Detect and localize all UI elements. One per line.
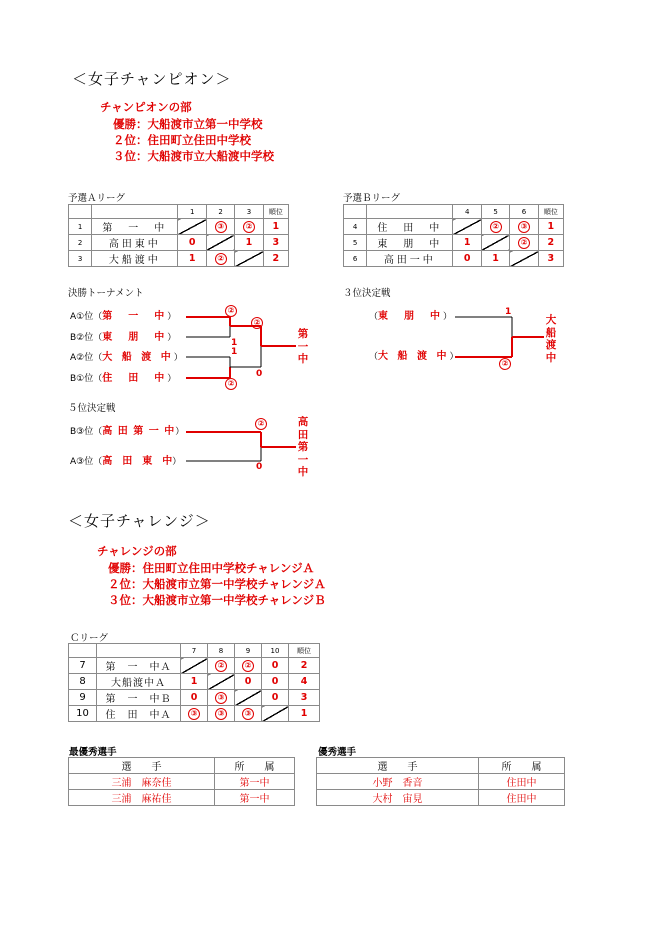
bracket-score: ② xyxy=(499,358,511,370)
result-cell: 0 xyxy=(235,674,262,690)
rank: 2 xyxy=(263,251,288,267)
team-name: 第 一 中 xyxy=(102,311,168,322)
table-header-row xyxy=(69,758,295,774)
score-circle: ② xyxy=(490,221,502,233)
result-cell xyxy=(235,690,262,706)
player-name: 小野 香音 xyxy=(317,774,479,790)
team-name: 高田一中 xyxy=(367,251,453,267)
paren: ） xyxy=(449,352,459,362)
paren: ） xyxy=(167,312,177,322)
col-head: 選 手 xyxy=(317,758,479,774)
col-head: 所 属 xyxy=(215,758,295,774)
team-name: 大船渡中Ａ xyxy=(97,674,181,690)
team-no: 5 xyxy=(344,235,367,251)
team-no: 3 xyxy=(69,251,92,267)
bracket-score: 1 xyxy=(231,338,238,348)
paren: ） xyxy=(173,353,183,363)
fifth-place-winner: 高 田 第 一 中 xyxy=(297,416,309,478)
excellent-title: 優秀選手 xyxy=(318,747,357,758)
score-circle: ③ xyxy=(188,708,200,720)
result-cell: 0 xyxy=(181,690,208,706)
rank: 1 xyxy=(538,219,563,235)
col-head: 8 xyxy=(208,644,235,658)
rank: 4 xyxy=(289,674,320,690)
bracket-score: ② xyxy=(255,418,267,430)
team-no: 4 xyxy=(344,219,367,235)
champion-winner: 第 一 中 xyxy=(297,328,309,365)
mvp-table xyxy=(68,757,295,806)
result-cell: 0 xyxy=(262,690,289,706)
table-row xyxy=(69,658,320,674)
result-cell xyxy=(262,706,289,722)
bracket-score: ② xyxy=(225,305,237,317)
team-name: 東 朋 中 xyxy=(102,332,168,343)
col-head: 2 xyxy=(206,205,234,219)
col-head: 10 xyxy=(262,644,289,658)
excellent-table xyxy=(316,757,565,806)
challenge-third: ３位：大船渡市立第一中学校チャレンジＢ xyxy=(108,593,326,607)
bracket-score: 1 xyxy=(231,347,238,357)
result-cell: 0 xyxy=(262,658,289,674)
col-head: 4 xyxy=(453,205,481,219)
team-no: 1 xyxy=(69,219,92,235)
paren: ） xyxy=(175,427,185,437)
team-name: 住 田 中 xyxy=(367,219,453,235)
score-circle: ② xyxy=(215,660,227,672)
league-c-table xyxy=(68,643,320,722)
team-name: 東 朋 中 xyxy=(367,235,453,251)
score-circle: ③ xyxy=(215,221,227,233)
seed-label: A③位 xyxy=(70,457,94,467)
col-head: 順位 xyxy=(263,205,288,219)
bracket-score: 0 xyxy=(256,369,263,379)
result-cell xyxy=(208,674,235,690)
paren: ） xyxy=(172,457,182,467)
league-c-header xyxy=(69,644,320,658)
col-head: 所 属 xyxy=(479,758,565,774)
team-name: 大船渡中 xyxy=(92,251,178,267)
challenge-first: 優勝：住田町立住田中学校チャレンジＡ xyxy=(108,561,315,575)
seed-label: A②位 xyxy=(70,353,94,363)
seed-label: B②位 xyxy=(70,333,94,343)
col-head: 順位 xyxy=(289,644,320,658)
table-row xyxy=(69,706,320,722)
rank: 2 xyxy=(538,235,563,251)
result-cell: 1 xyxy=(235,235,263,251)
result-cell: 0 xyxy=(453,251,481,267)
champion-second: ２位：住田町立住田中学校 xyxy=(113,133,251,147)
result-cell xyxy=(181,658,208,674)
player-school: 第一中 xyxy=(215,774,295,790)
paren: （ xyxy=(93,427,103,437)
player-name: 三浦 麻奈佳 xyxy=(69,774,215,790)
table-row xyxy=(69,674,320,690)
player-school: 住田中 xyxy=(479,774,565,790)
paren: ） xyxy=(167,333,177,343)
paren: （ xyxy=(93,333,103,343)
rank: 3 xyxy=(289,690,320,706)
table-header-row xyxy=(317,758,565,774)
rank: 1 xyxy=(263,219,288,235)
player-school: 第一中 xyxy=(215,790,295,806)
player-school: 住田中 xyxy=(479,790,565,806)
table-row xyxy=(69,774,295,790)
table-row xyxy=(317,790,565,806)
col-head: 5 xyxy=(481,205,509,219)
rank: 1 xyxy=(289,706,320,722)
rank: 3 xyxy=(263,235,288,251)
team-no: 10 xyxy=(69,706,97,722)
score-circle: ② xyxy=(243,221,255,233)
col-head: 順位 xyxy=(538,205,563,219)
rank: 3 xyxy=(538,251,563,267)
bracket-score: 0 xyxy=(256,462,263,472)
paren: （ xyxy=(93,374,103,384)
team-name: 高 田 東 中 xyxy=(102,456,173,467)
table-row xyxy=(69,790,295,806)
col-head: 6 xyxy=(510,205,538,219)
team-name: 高 田 第 一 中 xyxy=(102,426,176,437)
score-circle: ③ xyxy=(215,708,227,720)
league-a-title: 予選Ａリーグ xyxy=(68,193,126,204)
paren: ） xyxy=(167,374,177,384)
score-circle: ③ xyxy=(518,221,530,233)
team-no: 8 xyxy=(69,674,97,690)
seed-label: A①位 xyxy=(70,312,94,322)
result-cell: 0 xyxy=(262,674,289,690)
result-cell: 1 xyxy=(178,251,206,267)
col-head: 1 xyxy=(178,205,206,219)
paren: ） xyxy=(443,312,453,322)
team-no: 9 xyxy=(69,690,97,706)
team-no: 7 xyxy=(69,658,97,674)
rank: 2 xyxy=(289,658,320,674)
team-name: 第 一 中 xyxy=(92,219,178,235)
result-cell: 1 xyxy=(181,674,208,690)
champion-results-title: チャンピオンの部 xyxy=(100,100,192,114)
paren: （ xyxy=(369,312,379,322)
challenge-heading: ＜女子チャレンジ＞ xyxy=(68,512,211,530)
bracket-score: ② xyxy=(251,317,263,329)
final-tournament-title: 決勝トーナメント xyxy=(68,288,144,299)
champion-first: 優勝：大船渡市立第一中学校 xyxy=(113,117,263,131)
score-circle: ② xyxy=(215,253,227,265)
third-place-title: ３位決定戦 xyxy=(343,288,391,299)
champion-heading: ＜女子チャンピオン＞ xyxy=(72,70,232,88)
mvp-title: 最優秀選手 xyxy=(69,747,117,758)
score-circle: ② xyxy=(242,660,254,672)
team-name: 高田東中 xyxy=(92,235,178,251)
bracket-score: ② xyxy=(225,378,237,390)
player-name: 大村 宙見 xyxy=(317,790,479,806)
result-cell: 1 xyxy=(453,235,481,251)
challenge-second: ２位：大船渡市立第一中学校チャレンジＡ xyxy=(108,577,326,591)
team-name: 大 船 渡 中 xyxy=(102,352,174,363)
league-b-title: 予選Ｂリーグ xyxy=(343,193,401,204)
paren: （ xyxy=(93,353,103,363)
team-no: 2 xyxy=(69,235,92,251)
result-cell: 0 xyxy=(178,235,206,251)
team-name: 第 一 中Ａ xyxy=(97,658,181,674)
team-name: 大 船 渡 中 xyxy=(378,351,450,362)
bracket-score: 1 xyxy=(505,307,512,317)
score-circle: ③ xyxy=(215,692,227,704)
paren: （ xyxy=(369,352,379,362)
team-name: 住 田 中Ａ xyxy=(97,706,181,722)
paren: （ xyxy=(93,312,103,322)
col-head: 7 xyxy=(181,644,208,658)
team-name: 住 田 中 xyxy=(102,373,168,384)
team-name: 第 一 中Ｂ xyxy=(97,690,181,706)
score-circle: ③ xyxy=(242,708,254,720)
league-c-title: Ｃリーグ xyxy=(70,633,109,644)
result-cell: 1 xyxy=(481,251,509,267)
champion-third: ３位：大船渡市立大船渡中学校 xyxy=(113,149,274,163)
third-place-winner: 大 船 渡 中 xyxy=(545,314,557,364)
team-no: 6 xyxy=(344,251,367,267)
team-name: 東 朋 中 xyxy=(378,311,444,322)
table-row xyxy=(317,774,565,790)
fifth-place-title: ５位決定戦 xyxy=(68,403,116,414)
seed-label: B①位 xyxy=(70,374,94,384)
score-circle: ② xyxy=(518,237,530,249)
seed-label: B③位 xyxy=(70,427,94,437)
col-head: 9 xyxy=(235,644,262,658)
paren: （ xyxy=(93,457,103,467)
table-row xyxy=(69,690,320,706)
col-head: 選 手 xyxy=(69,758,215,774)
challenge-results-title: チャレンジの部 xyxy=(97,544,177,558)
player-name: 三浦 麻祐佳 xyxy=(69,790,215,806)
col-head: 3 xyxy=(235,205,263,219)
